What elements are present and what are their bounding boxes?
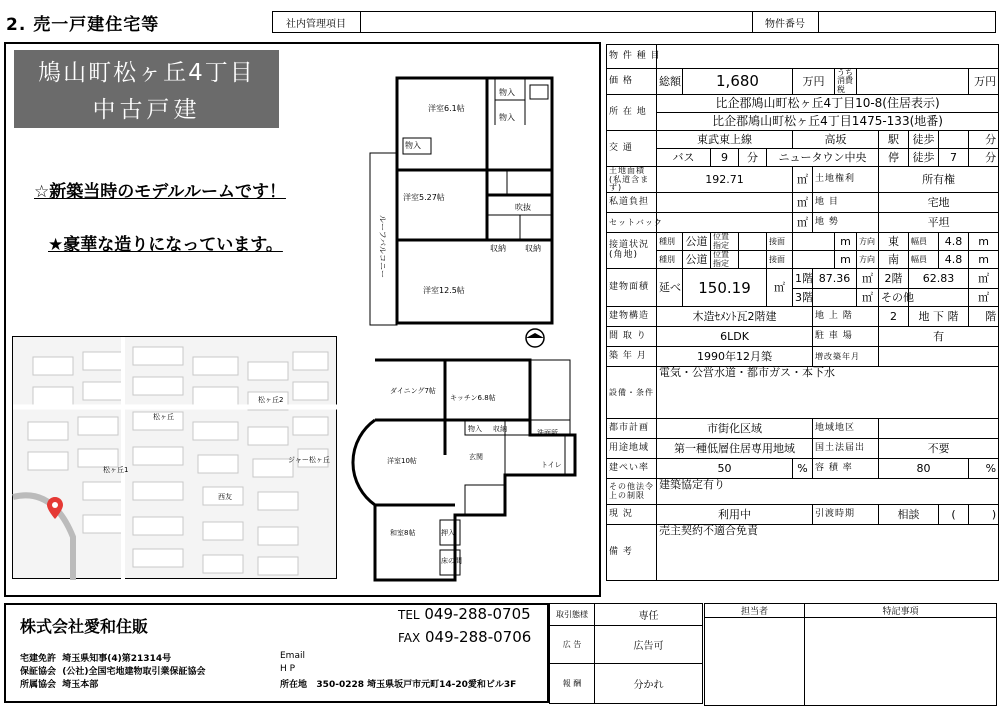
banner	[14, 50, 279, 128]
tax-value	[857, 69, 969, 95]
floor1-unit: ㎡	[857, 269, 879, 289]
station-name: 高坂	[793, 131, 879, 149]
lower-kitchen: キッチン6.8帖	[450, 394, 496, 402]
ad-label: 広 告	[550, 626, 595, 664]
map-pin-icon	[47, 497, 63, 519]
fee-value: 分かれ	[595, 664, 703, 704]
walk2-minutes: 7	[939, 149, 969, 167]
walk1-unit: 分	[969, 131, 999, 149]
map-label-4: ジャー松ヶ丘	[288, 456, 330, 464]
lower-toilet: トイレ	[541, 461, 562, 469]
price-total-label: 総額	[657, 69, 683, 95]
structure-label: 建物構造	[607, 307, 657, 327]
layout-value: 6LDK	[657, 327, 813, 347]
road-width-unit-1: m	[969, 233, 999, 251]
land-area-unit: ㎡	[793, 167, 813, 193]
mgmt-value	[362, 11, 753, 33]
road-dir-label-2: 方向	[857, 251, 879, 269]
land-right-value: 所有権	[879, 167, 999, 193]
private-road-label: 私道負担	[607, 193, 657, 213]
transport-label: 交 通	[607, 131, 657, 167]
above-ground-label: 地 上 階	[813, 307, 879, 327]
map-label-1: 松ヶ丘	[153, 413, 174, 421]
mgmt-label: 社内管理項目	[272, 11, 361, 33]
company-address: 所在地 350-0228 埼玉県坂戸市元町14-20愛和ビル3F	[280, 680, 517, 690]
lower-dining: ダイニング7帖	[390, 387, 436, 395]
renovation-label: 増改築年月	[813, 347, 879, 367]
upper-room2: 洋室5.27帖	[403, 193, 445, 202]
line-name: 東武東上線	[657, 131, 793, 149]
stop-suffix: 停	[879, 149, 909, 167]
road-pos-2: 位置指定	[711, 251, 739, 269]
road-direction-2: 南	[879, 251, 909, 269]
compass-icon	[520, 325, 550, 351]
road-direction-1: 東	[879, 233, 909, 251]
land-category-label: 地 目	[813, 193, 879, 213]
license: 宅建免許 埼玉県知事(4)第21314号	[20, 654, 172, 664]
far-label: 容 積 率	[813, 459, 879, 479]
far-unit: %	[969, 459, 999, 479]
lower-pantry: 収納	[493, 425, 507, 433]
staff-value	[705, 618, 805, 706]
lower-tokonoma: 床の間	[441, 557, 462, 565]
promo-line1: ☆新築当時のモデルルームです！	[34, 182, 286, 202]
lower-living: 洋室10帖	[387, 457, 417, 465]
handover-paren-close: )	[969, 505, 999, 525]
staff-label: 担当者	[705, 604, 805, 618]
bcr-value: 50	[657, 459, 793, 479]
address-label: 所 在 地	[607, 95, 657, 131]
land-area-value: 192.71	[657, 167, 793, 193]
upper-balcony: ルーフバルコニー	[378, 215, 387, 278]
below-ground-label: 地 下 階	[909, 307, 969, 327]
notify-label: 国土法届出	[813, 439, 879, 459]
zone-value: 第一種低層住居専用地域	[657, 439, 813, 459]
remarks-label: 備 考	[607, 525, 657, 581]
far-value: 80	[879, 459, 969, 479]
layout-label: 間 取 り	[607, 327, 657, 347]
bcr-unit: %	[793, 459, 813, 479]
walk2-unit: 分	[969, 149, 999, 167]
road-m-2: m	[835, 251, 857, 269]
upper-room3: 洋室12.5帖	[423, 286, 465, 295]
upper-storage2: 収納	[525, 244, 541, 253]
company-name: 株式会社愛和住販	[20, 617, 149, 636]
road-width-label-2: 幅員	[909, 251, 939, 269]
tel: TEL 049-288-0705	[398, 605, 531, 623]
other-unit: ㎡	[969, 289, 999, 307]
building-area-label: 建物面積	[607, 269, 657, 307]
lower-oshiire: 押入	[441, 529, 455, 537]
zone-label: 用途地域	[607, 439, 657, 459]
bus-minutes: 9	[711, 149, 739, 167]
facility-value: 電気・公営水道・都市ガス・本下水	[657, 367, 999, 419]
remarks-value: 売主契約不適合免責	[657, 525, 999, 581]
guarantee: 保証協会 (公社)全国宅地建物取引業保証協会	[20, 667, 206, 677]
floor-plan-lower	[345, 355, 580, 590]
map-label-2: 松ヶ丘2	[258, 396, 284, 404]
bus-unit: 分	[739, 149, 767, 167]
district-label: 地域地区	[813, 419, 879, 439]
terrain-value: 平坦	[879, 213, 999, 233]
handover-value: 相談	[879, 505, 939, 525]
parking-label: 駐 車 場	[813, 327, 879, 347]
setback-label: セットバック	[607, 213, 657, 233]
built-label: 築 年 月	[607, 347, 657, 367]
bus-label: バス	[657, 149, 711, 167]
road-type-2: 公道	[683, 251, 711, 269]
type-value	[657, 45, 999, 69]
road-width-unit-2: m	[969, 251, 999, 269]
total-area-unit: ㎡	[767, 269, 793, 307]
above-ground-value: 2	[879, 307, 909, 327]
floor-plan-upper	[365, 75, 580, 335]
road-contact-1: 接面	[767, 233, 793, 251]
road-m-1: m	[835, 233, 857, 251]
lower-storage: 物入	[468, 425, 482, 433]
status-label: 現 況	[607, 505, 657, 525]
floor3-unit: ㎡	[857, 289, 879, 307]
notes-table	[704, 603, 997, 706]
road-type-1: 公道	[683, 233, 711, 251]
upper-room1: 洋室6.1帖	[428, 104, 465, 113]
built-value: 1990年12月築	[657, 347, 813, 367]
road-width-2: 4.8	[939, 251, 969, 269]
upper-closet2: 物入	[499, 113, 515, 122]
city-plan-value: 市街化区域	[657, 419, 813, 439]
property-spec-table	[606, 44, 999, 581]
upper-closet3: 物入	[405, 141, 421, 150]
road-kind-label-2: 種別	[657, 251, 683, 269]
map-label-3: 松ヶ丘1	[103, 466, 129, 474]
setback-unit: ㎡	[793, 213, 813, 233]
road-dir-label-1: 方向	[857, 233, 879, 251]
road-width-label-1: 幅員	[909, 233, 939, 251]
bcr-label: 建ぺい率	[607, 459, 657, 479]
floor2-unit: ㎡	[969, 269, 999, 289]
status-value: 利用中	[657, 505, 813, 525]
transaction-table	[549, 603, 703, 704]
special-notes-label: 特記事項	[805, 604, 997, 618]
total-area-label: 延べ	[657, 269, 683, 307]
tax-unit: 万円	[969, 69, 999, 95]
price-label: 価 格	[607, 69, 657, 95]
parking-value: 有	[879, 327, 999, 347]
other-label: その他	[879, 289, 909, 307]
restriction-value: 建築協定有り	[657, 479, 999, 505]
price-value: 1,680	[683, 69, 793, 95]
floor1-area: 87.36	[813, 269, 857, 289]
walk1-label: 徒歩	[909, 131, 939, 149]
restriction-label: その他法令上の制限	[607, 479, 657, 505]
floor2-area: 62.83	[909, 269, 969, 289]
page-title: 2. 売一戸建住宅等	[6, 15, 160, 35]
station-suffix: 駅	[879, 131, 909, 149]
banner-line2: 中古戸建	[92, 97, 201, 123]
total-area-value: 150.19	[683, 269, 767, 307]
road-pos-1: 位置指定	[711, 233, 739, 251]
road-contact-2: 接面	[767, 251, 793, 269]
lower-entrance: 玄関	[469, 453, 483, 461]
city-plan-label: 都市計画	[607, 419, 657, 439]
walk2-label: 徒歩	[909, 149, 939, 167]
banner-line1: 鳩山町松ヶ丘4丁目	[38, 60, 255, 86]
lower-japanese: 和室8帖	[390, 529, 416, 537]
floor3-label: 3階	[793, 289, 813, 307]
fax: FAX 049-288-0706	[398, 628, 532, 646]
promo-line2: ★豪華な造りになっています。	[48, 235, 283, 255]
map-label-5: 西友	[218, 493, 232, 501]
email-label: Email	[280, 651, 305, 661]
upper-storage1: 収納	[490, 244, 506, 253]
deal-label: 取引態様	[550, 604, 595, 626]
ad-value: 広告可	[595, 626, 703, 664]
address-line2: 比企郡鳩山町松ヶ丘4丁目1475-133(地番)	[657, 113, 999, 131]
price-unit: 万円	[793, 69, 835, 95]
land-right-label: 土地権利	[813, 167, 879, 193]
terrain-label: 地 勢	[813, 213, 879, 233]
road-label: 接道状況 (角地)	[607, 233, 657, 269]
road-width-1: 4.8	[939, 233, 969, 251]
below-ground-unit: 階	[969, 307, 999, 327]
association: 所属協会 埼玉本部	[20, 680, 99, 690]
upper-void: 吹抜	[515, 203, 531, 212]
floor1-label: 1階	[793, 269, 813, 289]
type-label: 物 件 種 目	[607, 45, 657, 69]
property-number-label: 物件番号	[752, 11, 819, 33]
land-category-value: 宅地	[879, 193, 999, 213]
floor2-label: 2階	[879, 269, 909, 289]
fee-label: 報 酬	[550, 664, 595, 704]
bus-stop: ニュータウン中央	[767, 149, 879, 167]
upper-closet1: 物入	[499, 88, 515, 97]
structure-value: 木造ｾﾒﾝﾄ瓦2階建	[657, 307, 813, 327]
handover-label: 引渡時期	[813, 505, 879, 525]
hp-label: H P	[280, 664, 296, 674]
notify-value: 不要	[879, 439, 999, 459]
land-area-label: 土地面積 (私道含まず)	[607, 167, 657, 193]
location-map	[12, 336, 337, 579]
private-road-unit: ㎡	[793, 193, 813, 213]
address-line1: 比企郡鳩山町松ヶ丘4丁目10-8(住居表示)	[657, 95, 999, 113]
handover-paren-open: (	[939, 505, 969, 525]
deal-value: 専任	[595, 604, 703, 626]
facility-label: 設備・条件	[607, 367, 657, 419]
road-kind-label-1: 種別	[657, 233, 683, 251]
lower-washroom: 洗面所	[537, 429, 558, 437]
special-notes-value	[805, 618, 997, 706]
tax-label: うち消費税	[835, 69, 857, 95]
